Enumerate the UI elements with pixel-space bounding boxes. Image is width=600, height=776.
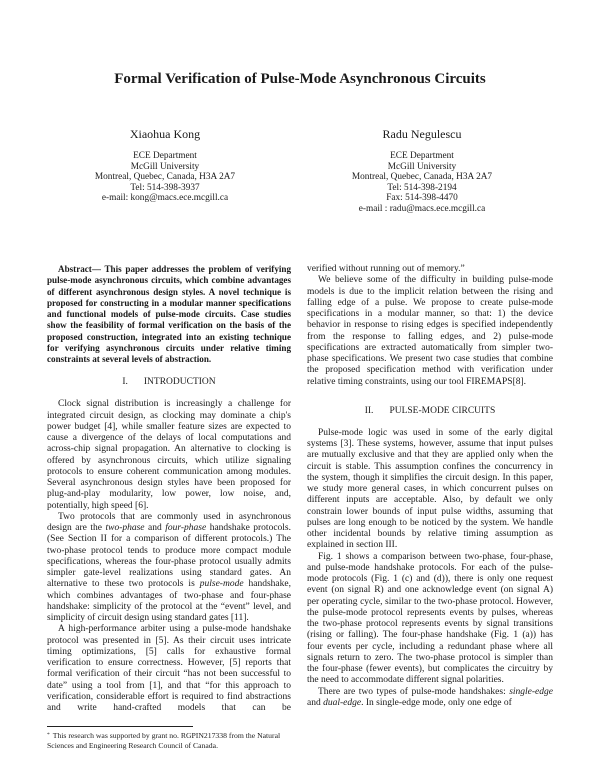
abstract-label: Abstract— [58,264,101,274]
text-run: and [144,523,166,533]
footnote-text: This research was supported by grant no. RGPIN217338 from the Natural Sciences and Engineering Research Council of Canada. [47,731,281,750]
text-run: . In single-edge mode, only one edge of [361,697,512,708]
author-affiliation-line: ECE Department [390,151,454,161]
section-title: INTRODUCTION [143,377,216,388]
italic-term: single-edge [509,686,553,697]
italic-term: dual-edge [323,697,362,708]
paragraph: We believe some of the difficulty in building pulse-mode models is due to the implicit relation between the rising and falling edge of a pulse. We propose to create pulse-mode specifications in a modular manner, so that: 1) the device behavior in response to rising edges is specified independently from the response to falling edges, and 2) pulse-mode specifications are extracted automatically from simpler two-phase specifications. We present two case studies that combine the proposed specification method with verification under relative timing constraints, using our tool FIREMAPS[8]. [307,275,553,387]
author-phone: Tel: 514-398-2194 [387,182,457,193]
author-fax: Fax: 514-398-4470 [386,193,458,204]
author-affiliation-line: McGill University [130,161,200,172]
text-run: and [307,697,324,708]
text-run: Two protocols that are commonly used in asynchronous design are the [47,511,291,533]
paper-title: Formal Verification of Pulse-Mode Asynchronous Circuits [114,71,486,87]
section-title: PULSE-MODE CIRCUITS [389,405,496,416]
left-column [47,264,291,750]
paragraph: Clock signal distribution is increasingly a challenge for integrated circuit design, as clocking may dominate a chip's power budget [4], while smaller feature sizes are expected to cause a divergence of the delays of local computations and across-chip signal propagation. An alternative to clocking is offered by asynchronous circuits, which utilize signaling protocols to ensure coherent communication among modules. Several asynchronous design styles have been proposed for plug-and-play modularity, low power, low noise, and, potentially, high speed [6]. [47,399,291,511]
section-number: II. [364,405,374,416]
paragraph [307,687,553,710]
author-phone: Tel: 514-398-3937 [130,182,200,193]
section-number: I. [122,377,128,388]
text-run: There are two types of pulse-mode handshakes: [318,686,510,697]
right-column [307,264,553,709]
text-run: handshake, which combines advantages of two-phase and four-phase handshake: simplicity of the protocol at the “event” level, and simplicity of circuit design using standard gates [11]. [47,579,291,623]
paragraph: Fig. 1 shows a comparison between two-phase, four-phase, and pulse-mode handshake protocols. For each of the pulse-mode protocols (Fig. 1 (c) and (d)), there is only one request event (on signal R) and one acknowledge event (on signal A) per operating cycle, similar to the two-phase protocol. However, the pulse-mode protocol represents events by pulses, whereas the two-phase protocol represents events by signal transitions (rising or falling). The four-phase handshake (Fig. 1 (a)) has four events per cycle, including a redundant phase where all signals return to zero. The two-phase protocol is simpler than the four-phase (fewer events), but complicates the circuitry by the need to accommodate different signal polarities. [307,551,553,686]
abstract [47,264,291,365]
footnote-divider [47,726,193,727]
author-affiliation-line: ECE Department [133,151,197,161]
author-affiliation-line: Montreal, Quebec, Canada, H3A 2A7 [351,172,493,183]
paragraph: Pulse-mode logic was used in some of the early digital systems [3]. These systems, however, assume that input pulses are mutually exclusive and that they are applied only when the circuit is stable. This assumption confines the concurrency in the system, though it simplifies the circuit design. In this paper, we study more general cases, in which concurrent pulses on different inputs are acceptable. Also, by default we only constrain lower bounds of input pulse widths, assuming that pulses are long enough to be noticed by the system. We handle other incidental bounds by relative timing assumption as explained in section III. [307,427,553,551]
author-block-1 [40,127,290,204]
footnote [47,731,291,750]
author-block-2 [297,127,547,215]
author-affiliation-line: Montreal, Quebec, Canada, H3A 2A7 [94,172,236,183]
abstract-text: This paper addresses the problem of verifying pulse-mode asynchronous circuits, which combine advantages of different asynchronous design styles. A novel technique is proposed for constructing in a modular manner specifications and functional models of pulse-mode circuits. Case studies show the feasibility of formal verification on the basis of the proposed construction, integrated into an existing technique for verifying asynchronous circuits under relative timing constraints at several levels of abstraction. [47,264,291,364]
author-email: e-mail : radu@macs.ece.mcgill.ca [358,203,486,214]
section-heading-pulse-mode [307,405,553,417]
section-heading-introduction [47,376,291,388]
paragraph: A high-performance arbiter using a pulse-mode handshake protocol was presented in [5]. As their circuit uses intricate timing optimizations, [5] calls for exhaustive formal verification to ensure correctness. However, [5] reports that formal verification of their circuit “has not been successful to date” using a tool from [1], and that “for this approach to verification, considerable effort is required to find abstractions and write hand-crafted models that can be [47,624,291,713]
italic-term: two-phase [105,523,145,533]
text-run: handshake protocols. (See Section II for a comparison of different protocols.) The two-phase protocol tends to produce more compact module specifications, whereas the four-phase protocol usually admits simpler gate-level realizations using standard gates. An alternative to these two protocols is [47,523,291,590]
author-affiliation-line: McGill University [387,161,457,172]
footnote-mark: * [47,732,50,739]
paragraph-continuation: verified without running out of memory.” [307,264,465,274]
author-name: Xiaohua Kong [129,127,201,141]
author-email: e-mail: kong@macs.ece.mcgill.ca [101,193,229,204]
italic-term: pulse-mode [199,579,244,590]
paragraph [47,512,291,625]
italic-term: four-phase [165,523,207,533]
author-name: Radu Negulescu [382,127,462,141]
